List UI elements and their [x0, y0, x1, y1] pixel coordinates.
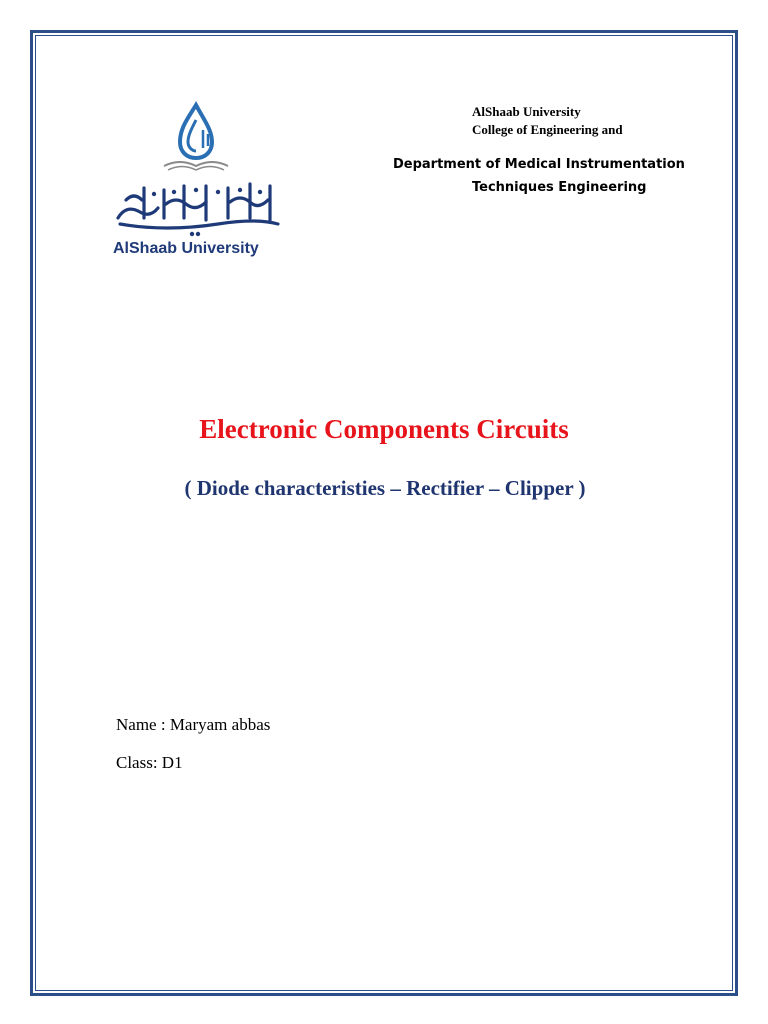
logo-caption: AlShaab University — [113, 240, 259, 257]
university-name: AlShaab University — [472, 104, 581, 119]
department-line-1: Department of Medical Instrumentation — [393, 157, 685, 172]
student-class: Class: D1 — [116, 753, 183, 772]
department-line-2: Techniques Engineering — [472, 180, 647, 195]
page-title: Electronic Components Circuits — [199, 414, 569, 444]
page-subtitle: ( Diode characteristies – Rectifier – Clipper ) — [184, 476, 586, 500]
college-name: College of Engineering and — [472, 122, 623, 137]
student-name: Name : Maryam abbas — [116, 715, 271, 734]
